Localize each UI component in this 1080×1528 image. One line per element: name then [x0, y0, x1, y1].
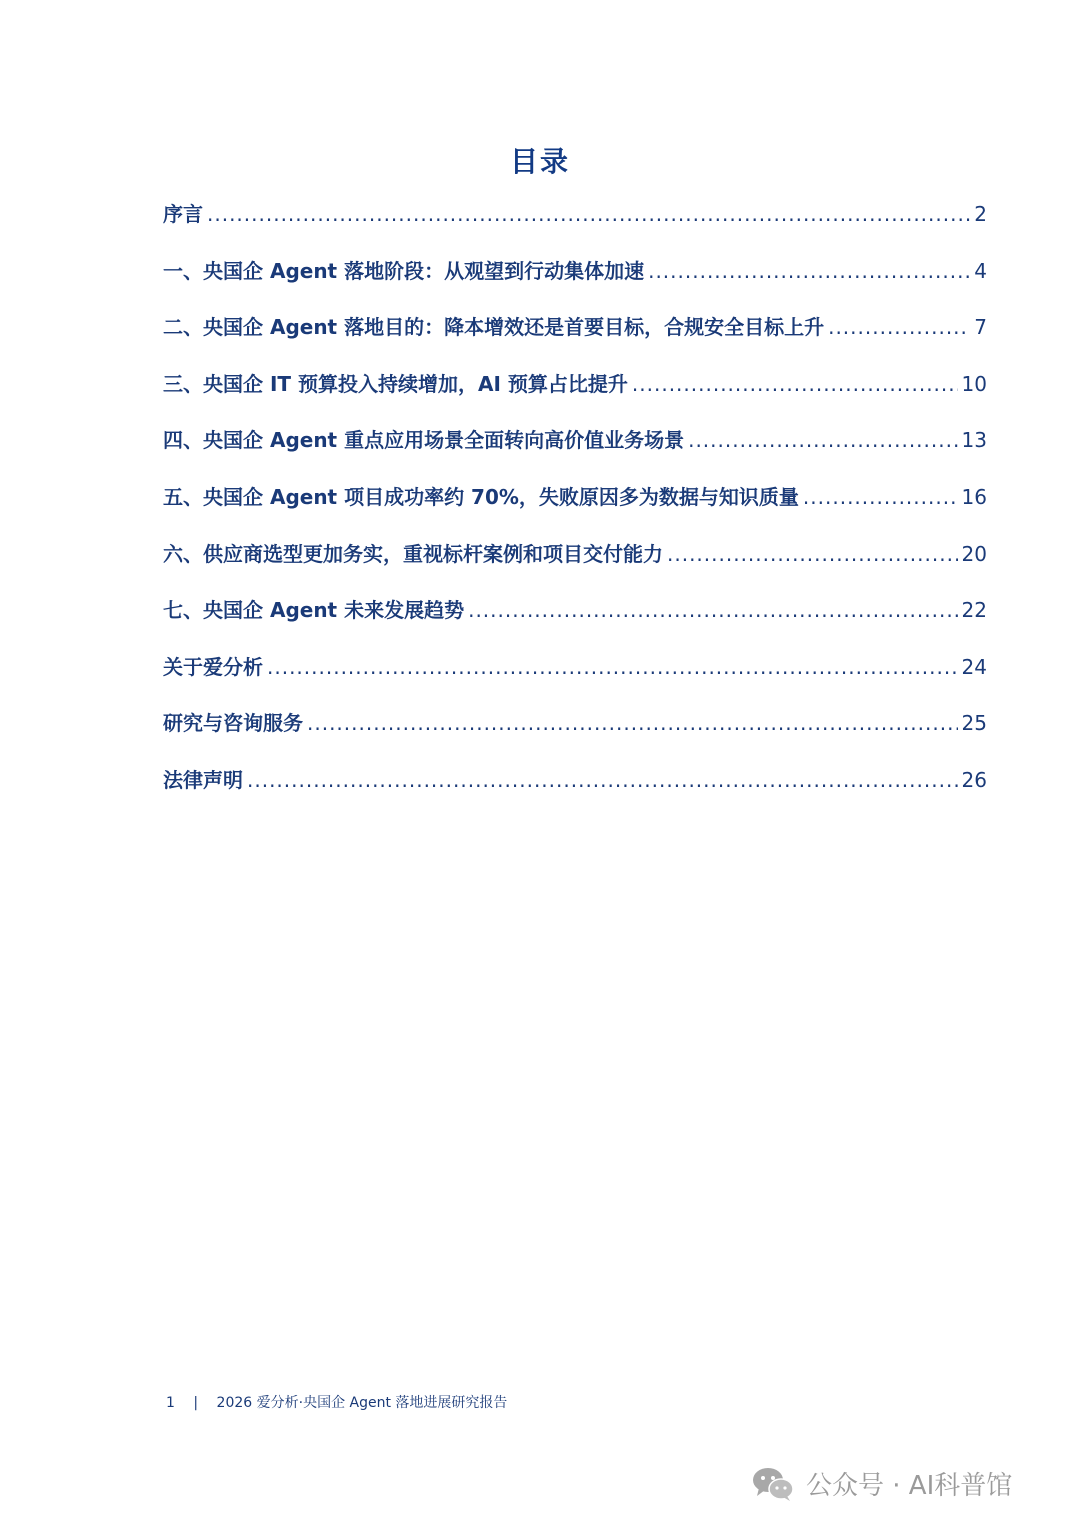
toc-entry-label: 四、央国企 Agent 重点应用场景全面转向高价值业务场景	[163, 428, 685, 453]
toc-entry-label: 六、供应商选型更加务实，重视标杆案例和项目交付能力	[163, 541, 663, 566]
wechat-icon	[752, 1466, 794, 1502]
toc-dot-leader	[828, 315, 970, 339]
page-footer	[166, 1392, 507, 1412]
toc-page-number: 4	[974, 258, 987, 283]
toc-entry-chapter-2[interactable]	[163, 311, 987, 368]
page-title: 目录	[509, 145, 570, 178]
toc-dot-leader	[468, 598, 957, 622]
toc-page-number: 13	[961, 428, 987, 453]
toc-dot-leader	[667, 542, 958, 566]
table-of-contents	[163, 198, 987, 821]
toc-page-number: 24	[961, 654, 987, 679]
toc-dot-leader	[307, 711, 958, 735]
toc-entry-services[interactable]	[163, 707, 987, 764]
toc-entry-label: 二、央国企 Agent 落地目的：降本增效还是首要目标，合规安全目标上升	[163, 315, 825, 340]
watermark-text: 公众号 · AI科普馆	[806, 1471, 1013, 1501]
toc-entry-label: 三、央国企 IT 预算投入持续增加，AI 预算占比提升	[163, 371, 628, 396]
toc-entry-chapter-1[interactable]	[163, 255, 987, 312]
toc-page-number: 20	[961, 541, 987, 566]
toc-page-number: 25	[961, 711, 987, 736]
toc-entry-chapter-7[interactable]	[163, 594, 987, 651]
toc-entry-label: 七、央国企 Agent 未来发展趋势	[163, 598, 465, 623]
toc-entry-label: 五、央国企 Agent 项目成功率约 70%，失败原因多为数据与知识质量	[163, 484, 799, 509]
toc-page-number: 10	[961, 371, 987, 396]
toc-entry-label: 关于爱分析	[163, 654, 263, 679]
footer-separator: |	[193, 1395, 199, 1411]
toc-page-number: 16	[961, 484, 987, 509]
toc-dot-leader	[688, 428, 957, 452]
toc-entry-chapter-5[interactable]	[163, 481, 987, 538]
toc-page-number: 26	[961, 767, 987, 792]
toc-entry-chapter-4[interactable]	[163, 424, 987, 481]
toc-entry-preface[interactable]	[163, 198, 987, 255]
toc-entry-legal[interactable]	[163, 764, 987, 821]
toc-entry-chapter-6[interactable]	[163, 538, 987, 595]
toc-entry-label: 研究与咨询服务	[163, 711, 303, 736]
toc-dot-leader	[632, 372, 958, 396]
toc-page-number: 22	[961, 598, 987, 623]
toc-entry-label: 法律声明	[163, 767, 243, 792]
toc-entry-label: 序言	[163, 202, 203, 226]
footer-page-number: 1	[166, 1395, 175, 1411]
toc-dot-leader	[803, 485, 958, 509]
toc-dot-leader	[267, 655, 958, 679]
toc-entry-label: 一、央国企 Agent 落地阶段：从观望到行动集体加速	[163, 258, 645, 283]
watermark	[752, 1465, 1012, 1502]
toc-page-number: 7	[974, 315, 987, 340]
toc-entry-chapter-3[interactable]	[163, 368, 987, 425]
footer-report-title: 2026 爱分析·央国企 Agent 落地进展研究报告	[216, 1395, 508, 1411]
toc-dot-leader	[648, 259, 970, 283]
toc-dot-leader	[207, 202, 970, 226]
toc-entry-about[interactable]	[163, 651, 987, 708]
toc-page-number: 2	[974, 202, 987, 226]
toc-dot-leader	[247, 768, 958, 792]
